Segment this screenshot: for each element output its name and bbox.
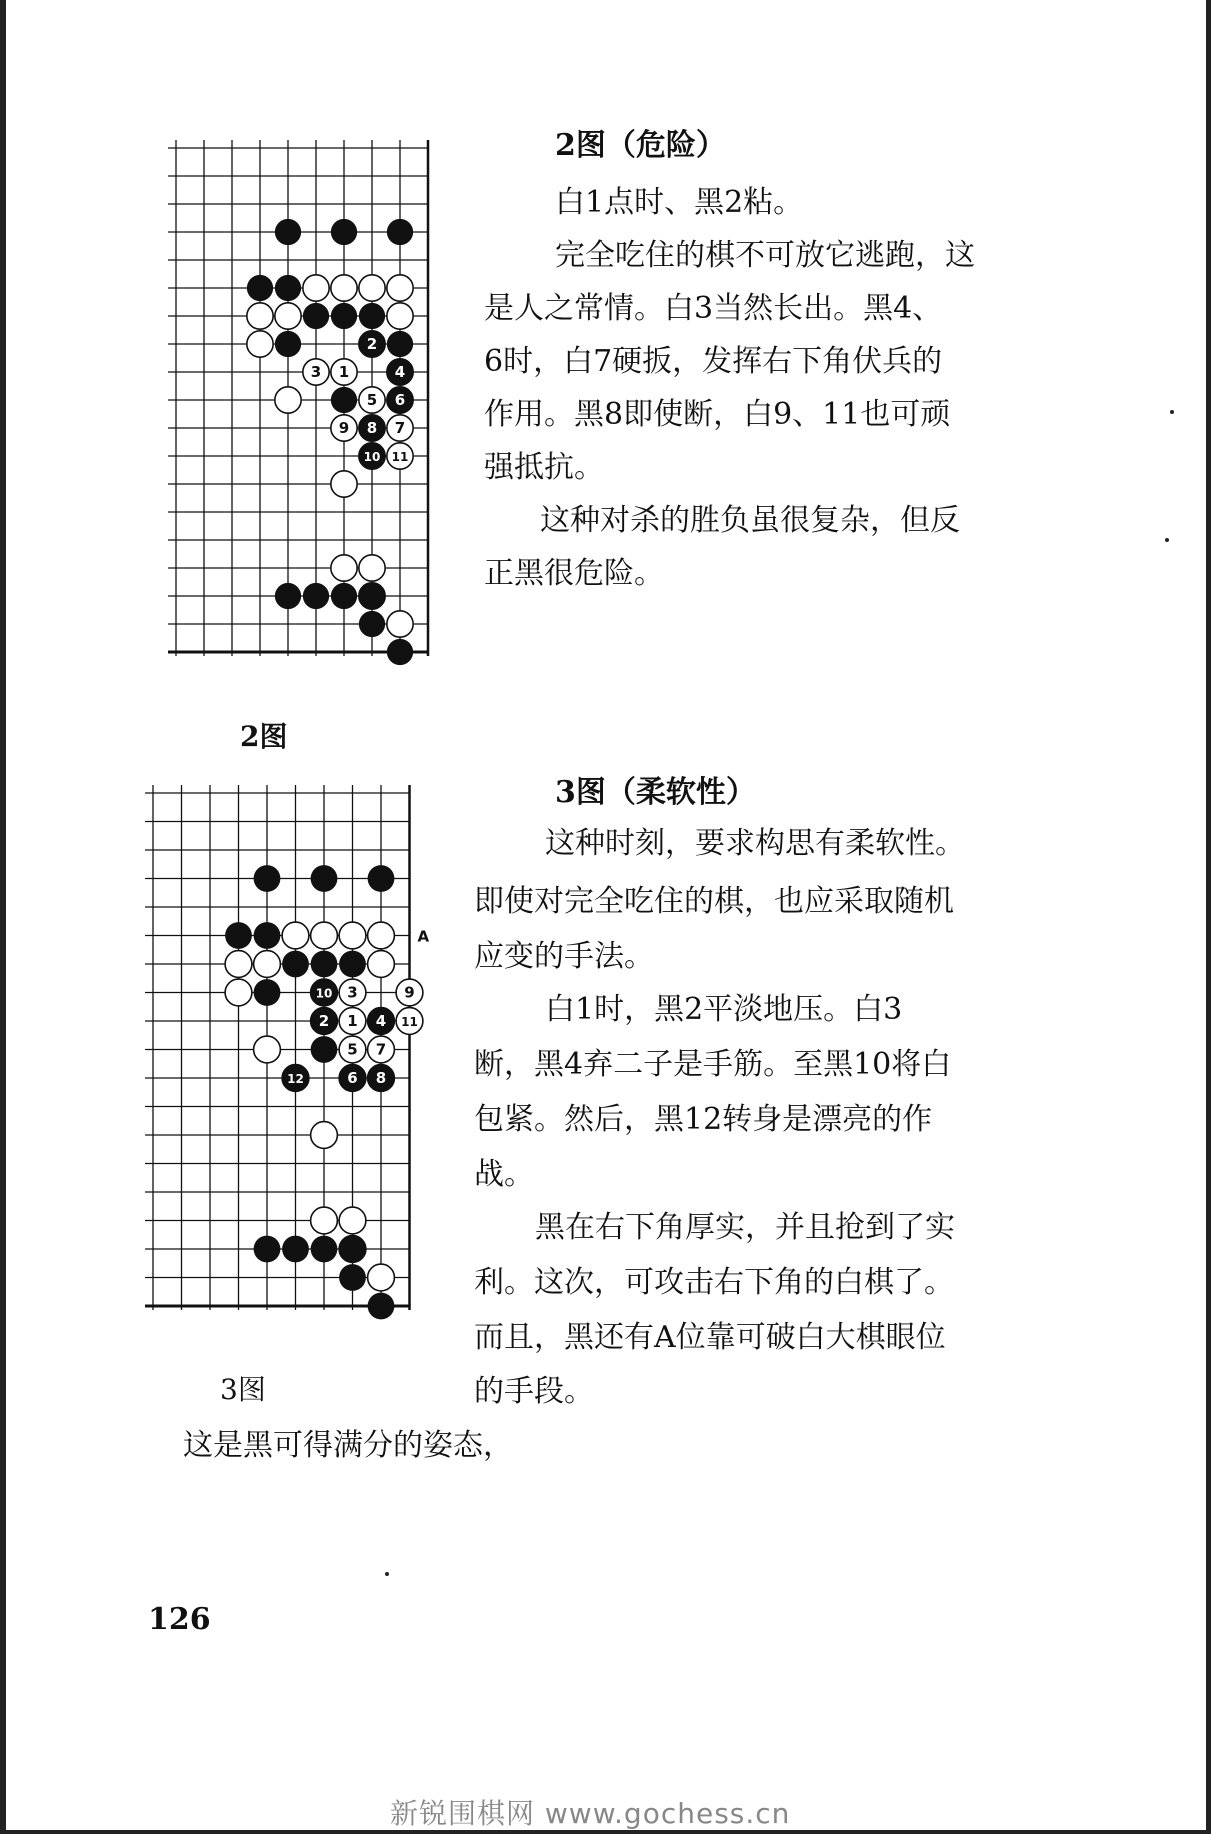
- black-stone: [387, 639, 413, 665]
- black-stone: [275, 583, 301, 609]
- black-stone: [311, 951, 338, 978]
- white-stone: [331, 471, 357, 497]
- black-stone: [387, 219, 413, 245]
- black-stone: [339, 1264, 366, 1291]
- white-stone: [225, 979, 252, 1006]
- paragraph-line: 作用。黑8即使断，白9、11也可顽: [484, 397, 951, 432]
- white-stone: [275, 387, 301, 413]
- diagram-3-caption: 3图: [220, 1373, 266, 1406]
- move-number: 12: [287, 1072, 304, 1086]
- black-stone: [311, 865, 338, 892]
- paragraph-line: 正黑很危险。: [484, 556, 664, 591]
- black-stone: [282, 951, 309, 978]
- paragraph-line: 战。: [474, 1157, 534, 1192]
- move-number: 5: [366, 391, 378, 409]
- white-stone: [275, 303, 301, 329]
- white-stone: [331, 275, 357, 301]
- point-a-label: A: [417, 927, 430, 946]
- move-number: 11: [391, 450, 409, 464]
- move-number: 2: [366, 335, 378, 353]
- paragraph-line: 是人之常情。白3当然长出。黑4、: [484, 291, 943, 326]
- black-stone: [359, 611, 385, 637]
- black-stone: [247, 275, 273, 301]
- white-stone: [339, 922, 366, 949]
- diagram-2-caption: 2图: [240, 720, 288, 753]
- page-number: 126: [148, 1602, 211, 1637]
- white-stone: [368, 922, 395, 949]
- white-stone: [311, 1122, 338, 1149]
- black-stone: [359, 583, 385, 609]
- paragraph-line: 这种对杀的胜负虽很复杂，但反: [540, 503, 960, 538]
- paragraph-line: 断，黑4弃二子是手筋。至黑10将白: [474, 1047, 952, 1082]
- move-number: 3: [347, 983, 358, 1002]
- go-board-svg-2: [168, 140, 468, 685]
- paragraph-line: 白1时，黑2平淡地压。白3: [545, 992, 903, 1027]
- go-board-diagram-2: [168, 140, 468, 685]
- white-stone: [282, 922, 309, 949]
- black-stone: [368, 1293, 395, 1320]
- black-stone: [254, 979, 281, 1006]
- black-stone: [339, 951, 366, 978]
- white-stone: [387, 303, 413, 329]
- page-border-right: [1206, 0, 1211, 1834]
- diagram-2-heading: 2图（危险）: [555, 128, 726, 163]
- white-stone: [368, 1264, 395, 1291]
- white-stone: [247, 303, 273, 329]
- page-border-left: [0, 0, 6, 1834]
- white-stone: [311, 1207, 338, 1234]
- move-number: 8: [375, 1069, 387, 1087]
- move-number: 3: [310, 363, 322, 381]
- move-number: 2: [318, 1012, 330, 1030]
- move-number: 11: [401, 1015, 418, 1029]
- black-stone: [282, 1236, 309, 1263]
- move-number: 10: [363, 450, 381, 464]
- white-stone: [225, 951, 252, 978]
- move-number: 7: [394, 419, 406, 437]
- white-stone: [359, 555, 385, 581]
- move-number: 1: [338, 363, 350, 381]
- white-stone: [254, 1036, 281, 1063]
- white-stone: [387, 275, 413, 301]
- paragraph-line: 利。这次，可攻击右下角的白棋了。: [474, 1265, 954, 1300]
- move-number: 9: [338, 419, 350, 437]
- white-stone: [359, 275, 385, 301]
- white-stone: [331, 555, 357, 581]
- black-stone: [303, 583, 329, 609]
- move-number: 9: [404, 983, 415, 1002]
- black-stone: [331, 583, 357, 609]
- paragraph-line: 强抵抗。: [484, 450, 604, 485]
- go-board-svg-3: [145, 785, 455, 1340]
- diagram-3-heading: 3图（柔软性）: [555, 775, 756, 810]
- paragraph-line: 6时，白7硬扳，发挥右下角伏兵的: [484, 344, 943, 379]
- black-stone: [311, 1036, 338, 1063]
- paragraph-line: 应变的手法。: [474, 939, 654, 974]
- paragraph-line: 包紧。然后，黑12转身是漂亮的作: [474, 1102, 933, 1137]
- black-stone: [359, 303, 385, 329]
- white-stone: [368, 951, 395, 978]
- white-stone: [254, 951, 281, 978]
- closing-sentence: 这是黑可得满分的姿态，: [183, 1428, 513, 1463]
- watermark: 新锐围棋网 www.gochess.cn: [390, 1797, 791, 1830]
- paragraph-line: 的手段。: [474, 1374, 594, 1409]
- black-stone: [311, 1236, 338, 1263]
- black-stone: [303, 303, 329, 329]
- paragraph-line: 这种时刻，要求构思有柔软性。: [545, 826, 965, 861]
- move-number: 7: [375, 1040, 387, 1059]
- black-stone: [331, 387, 357, 413]
- black-stone: [254, 865, 281, 892]
- black-stone: [387, 331, 413, 357]
- paragraph-line: 黑在右下角厚实，并且抢到了实: [535, 1210, 955, 1245]
- white-stone: [387, 611, 413, 637]
- black-stone: [368, 865, 395, 892]
- paragraph-line: 而且，黑还有A位靠可破白大棋眼位: [474, 1320, 946, 1355]
- scan-speck: [385, 1572, 389, 1576]
- white-stone: [303, 275, 329, 301]
- paragraph-line: 白1点时、黑2粘。: [555, 185, 804, 220]
- move-number: 6: [347, 1069, 358, 1087]
- move-number: 6: [394, 391, 406, 409]
- black-stone: [339, 1236, 366, 1263]
- move-number: 5: [347, 1040, 358, 1059]
- move-number: 4: [394, 363, 406, 381]
- paragraph-line: 完全吃住的棋不可放它逃跑，这: [555, 238, 975, 273]
- black-stone: [275, 331, 301, 357]
- black-stone: [331, 303, 357, 329]
- scan-speck: [1165, 538, 1169, 542]
- black-stone: [225, 922, 252, 949]
- black-stone: [331, 219, 357, 245]
- black-stone: [254, 922, 281, 949]
- white-stone: [339, 1207, 366, 1234]
- black-stone: [275, 275, 301, 301]
- paragraph-line: 即使对完全吃住的棋，也应采取随机: [474, 884, 954, 919]
- move-number: 8: [366, 419, 378, 437]
- black-stone: [254, 1236, 281, 1263]
- white-stone: [311, 922, 338, 949]
- move-number: 1: [347, 1012, 358, 1030]
- move-number: 4: [375, 1012, 387, 1030]
- black-stone: [275, 219, 301, 245]
- white-stone: [247, 331, 273, 357]
- scan-speck: [1170, 410, 1174, 414]
- move-number: 10: [315, 986, 333, 1001]
- go-board-diagram-3: [145, 785, 455, 1340]
